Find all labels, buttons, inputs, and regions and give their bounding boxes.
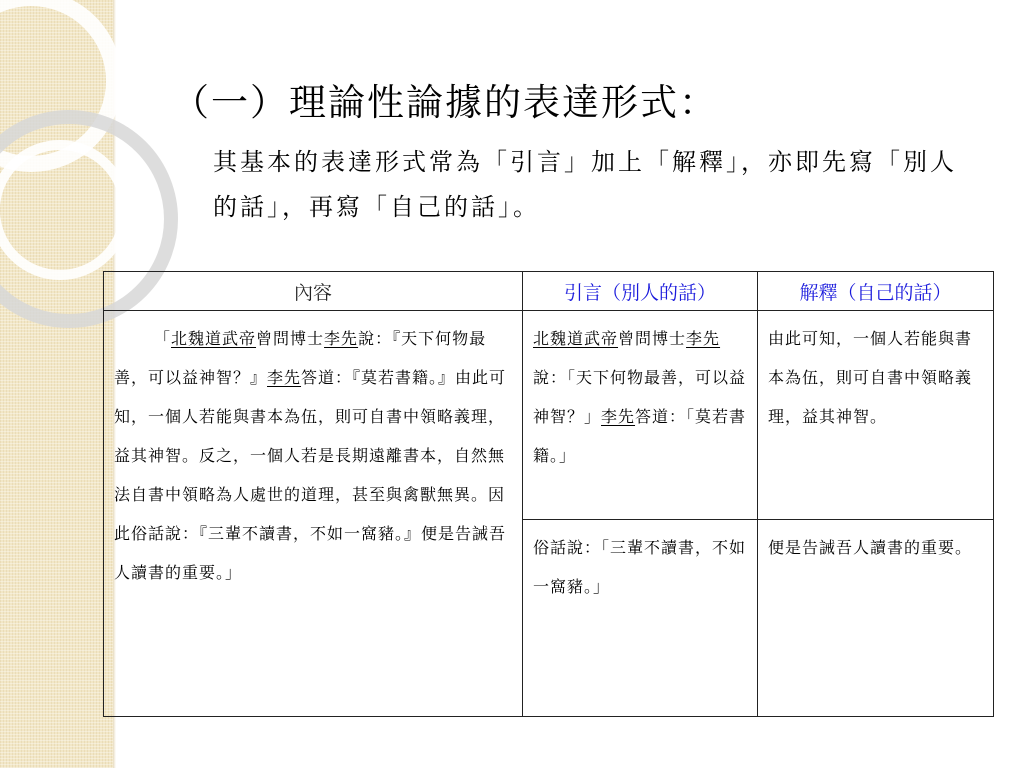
quote-cell: 俗話說：「三輩不讀書，不如一窩豬。」 [523, 520, 758, 717]
explain-cell: 由此可知，一個人若能與書本為伍，則可自書中領略義理，益其神智。 [758, 311, 994, 520]
person-name: 北魏道武帝 [533, 329, 619, 348]
explain-cell: 便是告誡吾人讀書的重要。 [758, 520, 994, 717]
content-cell [104, 311, 523, 717]
header-content: 內容 [104, 272, 523, 311]
quote-text: 說：「天下何物最善，可以益神智？」 [533, 368, 747, 426]
quote-text: 曾問博士 [618, 329, 687, 348]
argument-table [103, 271, 994, 717]
quote-cell [523, 311, 758, 520]
person-name: 李先 [324, 329, 359, 348]
table-header-row [104, 272, 994, 311]
content-text: 曾問博士 [256, 329, 325, 348]
person-name: 李先 [601, 407, 636, 426]
intro-paragraph: 其基本的表達形式常為「引言」加上「解釋」，亦即先寫「別人的話」，再寫「自己的話」。 [213, 148, 957, 221]
person-name: 李先 [267, 368, 302, 387]
header-quote: 引言（別人的話） [523, 272, 758, 311]
person-name: 北魏道武帝 [171, 329, 257, 348]
slide-title: （一）理論性論據的表達形式： [172, 81, 718, 124]
header-explain: 解釋（自己的話） [758, 272, 994, 311]
decorative-side-band [0, 0, 113, 768]
person-name: 李先 [686, 329, 721, 348]
content-text: 答道：『莫若書籍。』由此可知，一個人若能與書本為伍，則可自書中領略義理，益其神智。反之，一個人若是長期遠離書本，自然無法自書中領略為人處世的道理，甚至與禽獸無異。因此俗話說：『三輩不讀書，不如一窩豬。』便是告誡吾人讀書的重要。」 [114, 368, 507, 582]
content-text: 「 [154, 329, 172, 348]
quote-text: 答道：「莫若書籍。」 [533, 407, 747, 465]
content-text: 說：『天下何物最善，可以益神智？』 [114, 329, 487, 387]
table-row [104, 311, 994, 520]
